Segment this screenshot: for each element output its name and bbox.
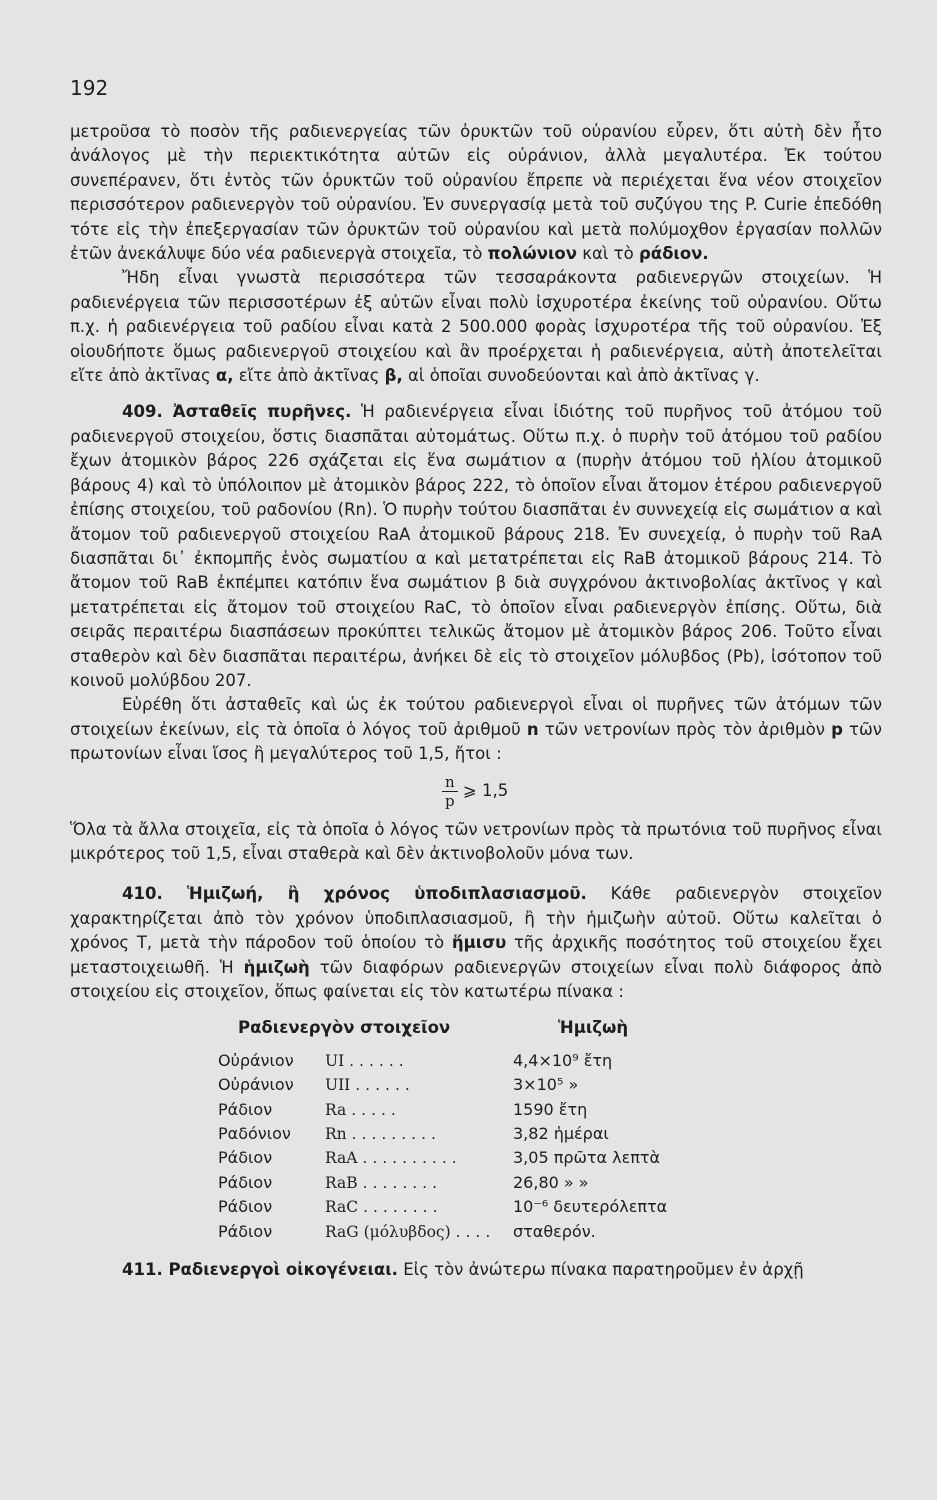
element-symbol: RaA [325,1149,358,1168]
leader-dots: ..... [351,1100,401,1119]
paragraph-stable-elements: Ὅλα τὰ ἄλλα στοιχεῖα, εἰς τὰ ὁποῖα ὁ λόγος τῶν νετρονίων πρὸς τὰ πρωτόνια τοῦ πυρῆνος εἶναι μικρότερος τοῦ 1,5, εἶναι σταθερὰ καὶ δὲν ἀκτινοβολοῦν μόνα των. [70,819,882,863]
section-411-text: Εἰς τὸν ἀνώτερω πίνακα παρατηροῦμεν ἐν ἀρχῇ [403,1260,804,1280]
paragraph-curie-text: μετροῦσα τὸ ποσὸν τῆς ραδιενεργείας τῶν ὀρυκτῶν τοῦ οὐρανίου εὗρεν, ὅτι αὐτὴ δὲν ἦτο ἀνάλογος μὲ τὴν περιεκτικότητα αὐτῶν εἰς οὐράνιον, ἀλλὰ μεγαλυτέρα. Ἐκ τούτου συνεπέρανεν, ὅτι ἐντὸς τῶν ὀρυκτῶν τοῦ οὐρανίου ἔπρεπε νὰ περιέχεται ἕνα νέον στοιχεῖον περισσότερον ραδιενεργὸν τοῦ οὐρανίου. Ἐν συνεργασίᾳ μετὰ τοῦ συζύγου της P. Curie ἐπεδόθη τότε εἰς τὴν ἐπεξεργασίαν τῶν ὀρυκτῶν τοῦ οὐρανίου καὶ μετὰ πολύμοχθον ἐργασίαν πολλῶν ἐτῶν ἀνεκάλυψε δύο νέα ραδιενεργὰ στοιχεῖα, τὸ [70,122,882,264]
table-row [218,1073,667,1097]
element-name: Οὐράνιον [218,1075,294,1095]
element-name: Ράδιον [218,1099,273,1119]
element-symbol-cell [325,1220,503,1244]
table-header-half-life: Ἡμιζωὴ [558,1018,629,1038]
page-number: 192 [70,76,109,100]
paragraph-unstable-text-b: τῶν νετρονίων πρὸς τὸν ἀριθμὸν [544,719,825,739]
element-symbol: RaG (μόλυβδος) [325,1222,451,1241]
term-radium: ράδιον. [638,244,709,264]
element-name: Ράδιον [218,1221,273,1241]
element-symbol: UI [325,1051,345,1070]
half-life-value: 26,80 » » [513,1172,589,1192]
term-half-life: ἡμιζωὴ [243,957,310,977]
fraction-numerator: n [442,773,458,792]
fraction-n-over-p [442,773,458,810]
symbol-n: n [526,719,539,739]
symbol-p: p [831,719,843,739]
half-life-value: 3×10⁵ » [513,1075,579,1095]
term-alpha: α, [215,366,234,386]
half-life-table [218,1016,882,1244]
element-name: Ράδιον [218,1148,273,1168]
section-409-text: Ἡ ραδιενέργεια εἶναι ἰδιότης τοῦ πυρῆνος τοῦ ἀτόμου τοῦ ραδιενεργοῦ στοιχείου, ὅστις διασπᾶται αὐτομάτως. Οὕτω π.χ. ὁ πυρὴν τοῦ ἀτόμου τοῦ ραδίου ἔχων ἀτομικὸν βάρος 226 σχάζεται εἰς ἕνα σωμάτιον α (πυρὴν ἀτόμου τοῦ ἡλίου ἀτομικοῦ βάρους 4) καὶ τὸ ὑπόλοιπον μὲ ἀτομικὸν βάρος 222, τὸ ὁποῖον εἶναι ἄτομον ἑτέρου ραδιενεργοῦ ἐπίσης στοιχείου, τοῦ ραδονίου (Rn). Ὁ πυρὴν τούτου διασπᾶται ἐν συννεχείᾳ εἰς σωμάτιον α καὶ ἄτομον τοῦ ραδιενεργοῦ στοιχείου RaA ἀτομικοῦ βάρους 218. Ἐν συνεχείᾳ, ὁ πυρὴν τοῦ RaA διασπᾶται δι᾽ ἐκπομπῆς ἑνὸς σωματίου α καὶ μετατρέπεται εἰς RaB ἀτομικοῦ βάρους 214. Τὸ ἄτομον τοῦ RaB ἐκπέμπει κατόπιν ἕνα σωμάτιον β διὰ συγχρόνου ἀκτινοβολίας ἀκτῖνος γ καὶ μετατρέπεται εἰς ἄτομον τοῦ στοιχείου RaC, τὸ ὁποῖον εἶναι ραδιενεργὸν ἐπίσης. Οὕτω, διὰ σειρᾶς περαιτέρω διασπάσεων προκύπτει τελικῶς ἄτομον μὲ ἀτομικὸν βάρος 206. Τοῦτο εἶναι σταθερὸν καὶ δὲν διασπᾶται περαιτέρω, ἀνήκει δὲ εἰς τὸ στοιχεῖον μόλυβδος (Pb), ἰσότοπον τοῦ κοινοῦ μολύβδου 207. [70,402,883,690]
paragraph-known-elements-text: Ἤδη εἶναι γνωστὰ περισσότερα τῶν τεσσαράκοντα ραδιενεργῶν στοιχείων. Ἡ ραδιενέργεια τῶν περισσοτέρων ἐξ αὐτῶν εἶναι πολὺ ἰσχυροτέρα ἐκείνης τοῦ οὐρανίου. Οὕτω π.χ. ἡ ραδιενέργεια τοῦ ραδίου εἶναι κατὰ 2 500.000 φορὰς ἰσχυροτέρα τῆς τοῦ οὐρανίου. Ἐξ οἱουδήποτε ὅμως ραδιενεργοῦ στοιχείου καὶ ἂν προέρχεται ἡ ραδιενέργεια, αὐτὴ ἀποτελεῖται εἴτε ἀπὸ ἀκτῖνας [70,268,882,386]
formula-inequality: ⩾ 1,5 [462,780,509,800]
leader-dots: .... [455,1222,496,1241]
paragraph-known-elements [70,266,882,388]
term-half: ἥμισυ [451,933,507,953]
element-symbol-cell [325,1122,503,1146]
element-symbol-cell [325,1073,503,1097]
element-symbol: RaC [325,1198,359,1217]
leader-dots: ...... [349,1051,409,1070]
element-symbol-cell [325,1049,503,1073]
half-life-value: 10⁻⁶ δευτερόλεπτα [513,1197,668,1217]
half-life-value: 3,05 πρῶτα λεπτὰ [513,1148,661,1168]
element-name: Ραδόνιον [218,1124,291,1144]
half-life-value: 4,4×10⁹ ἔτη [513,1050,613,1070]
element-symbol: UII [325,1076,351,1095]
page-body [70,120,882,1282]
leader-dots: ........ [363,1198,443,1217]
element-symbol: Rn [325,1125,347,1144]
half-life-value: 3,82 ἡμέραι [513,1124,609,1144]
leader-dots: ........ [362,1173,443,1192]
paragraph-unstable-text-a: Εὑρέθη ὅτι ἀσταθεῖς καὶ ὡς ἐκ τούτου ραδιενεργοὶ εἶναι οἱ πυρῆνες τῶν ἀτόμων τῶν στοιχείων ἐκείνων, εἰς τὰ ὁποῖα ὁ λόγος τοῦ ἀριθμοῦ [70,695,882,739]
term-polonium: πολώνιον [487,244,577,264]
element-symbol-cell [325,1195,503,1219]
element-symbol-cell [325,1171,503,1195]
paragraph-unstable-nuclei [70,693,882,766]
table-row [218,1195,667,1219]
half-life-value: σταθερόν. [513,1221,596,1241]
element-name: Ράδιον [218,1172,273,1192]
element-name: Ράδιον [218,1197,273,1217]
half-life-value: 1590 ἔτη [513,1099,588,1119]
paragraph-unstable-text-c: τῶν πρωτονίων εἶναι ἴσος ἢ μεγαλύτερος τοῦ 1,5, ἤτοι : [70,719,883,764]
term-beta: β, [384,366,403,386]
section-410 [70,882,882,1004]
fraction-denominator: p [445,791,455,810]
table-row [218,1122,667,1146]
section-410-title: 410. Ἡμιζωή, ἢ χρόνος ὑποδιπλασιασμοῦ. [122,884,587,904]
paragraph-known-elements-end: αἱ ὁποῖαι συνοδεύονται καὶ ἀπὸ ἀκτῖνας γ. [408,366,760,386]
element-symbol-cell [325,1098,503,1122]
section-410-text-b: τῆς ἀρχικῆς ποσότητος τοῦ στοιχείου ἔχει μεταστοιχειωθῆ. Ἡ [70,933,883,977]
element-symbol-cell [325,1146,503,1170]
table-row [218,1098,667,1122]
section-409-title: 409. Ἀσταθεῖς πυρῆνες. [122,402,352,422]
table-header-element: Ραδιενεργὸν στοιχεῖον [238,1018,451,1038]
leader-dots: ...... [355,1076,415,1095]
section-411 [70,1258,882,1282]
table-row [218,1049,667,1073]
table-row [218,1220,667,1244]
element-symbol: RaB [325,1173,358,1192]
section-409 [70,400,882,693]
element-symbol: Ra [325,1100,347,1119]
leader-dots: ......... [351,1125,441,1144]
table-header-row [218,1016,667,1048]
section-411-title: 411. Ραδιενεργοὶ οἰκογένειαι. [122,1260,398,1280]
paragraph-curie-mid: καὶ τὸ [582,244,634,264]
section-410-text-c: τῶν διαφόρων ραδιενεργῶν στοιχείων εἶναι πολὺ διάφορος ἀπὸ στοιχείου εἰς στοιχεῖον, ὅπως φαίνεται εἰς τὸν κατωτέρω πίνακα : [70,957,882,1001]
element-name: Οὐράνιον [218,1050,294,1070]
ratio-formula [70,773,882,810]
leader-dots: .......... [362,1149,462,1168]
paragraph-known-elements-mid: εἴτε ἀπὸ ἀκτῖνας [238,366,380,386]
section-410-text-a: Κάθε ραδιενεργὸν στοιχεῖον χαρακτηρίζεται ἀπὸ τὸν χρόνον ὑποδιπλασιασμοῦ, ἢ τὴν ἡμιζωὴν αὐτοῦ. Οὕτω καλεῖται ὁ χρόνος Τ, μετὰ τὴν πάροδον τοῦ ὁποίου τὸ [70,884,882,953]
table-row [218,1171,667,1195]
table-row [218,1146,667,1170]
paragraph-curie [70,120,882,266]
